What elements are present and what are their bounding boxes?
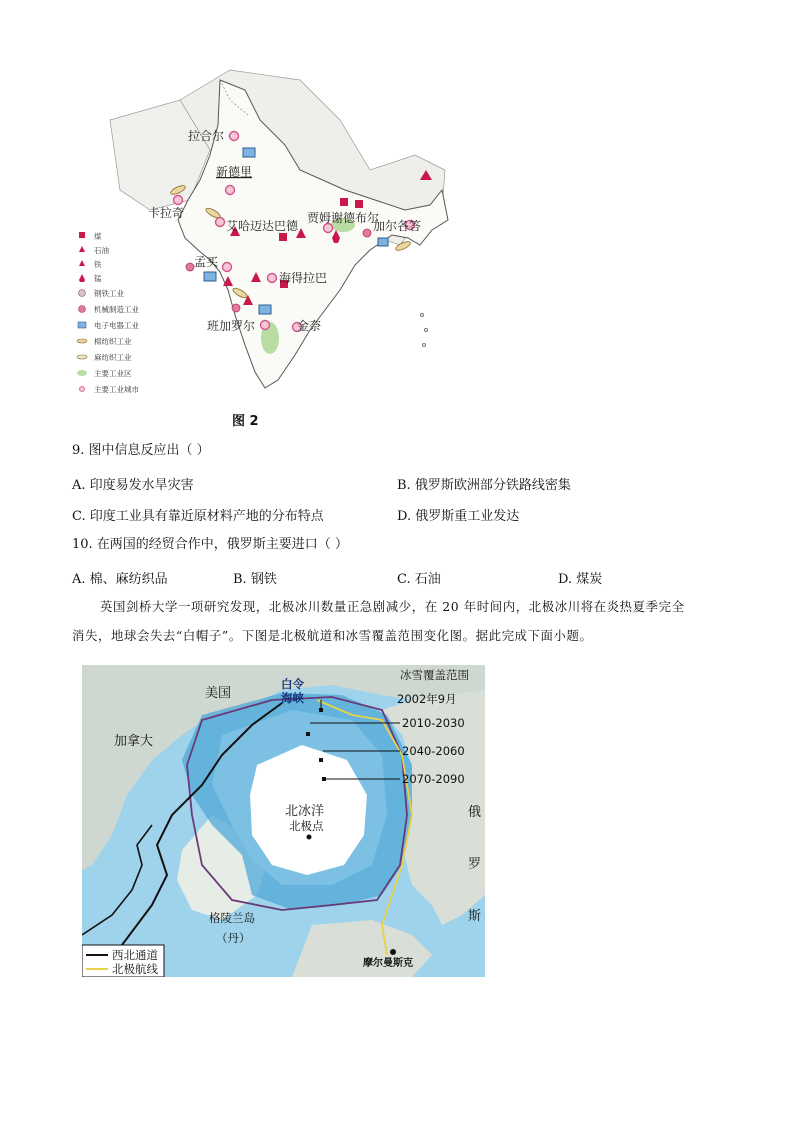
city-karachi: 卡拉奇 [148,206,185,220]
label-russia-2: 罗 [468,857,482,872]
label-usa: 美国 [205,686,232,701]
period-2010-2030: 2010-2030 [402,716,465,730]
label-arctic-ocean: 北冰洋 [285,804,325,819]
svg-text:电子电器工业: 电子电器工业 [94,321,139,330]
label-russia-3: 斯 [468,909,482,924]
city-chennai: 金奈 [297,319,322,333]
svg-text:主要工业城市: 主要工业城市 [94,385,139,394]
q9-stem: 9. 图中信息反应出（ ） [72,443,210,458]
label-bering-2: 海峡 [281,691,304,705]
svg-text:锰: 锰 [94,274,102,283]
city-hyderabad: 海得拉巴 [279,271,328,285]
city-jamshedpur: 贾姆谢德布尔 [307,211,380,225]
svg-text:铁: 铁 [94,260,102,269]
city-lahore: 拉合尔 [188,129,225,143]
q9-option-d: D. 俄罗斯重工业发达 [397,509,520,524]
q9-option-b: B. 俄罗斯欧洲部分铁路线密集 [397,478,571,493]
city-kolkata: 加尔各答 [373,219,422,233]
label-greenland: 格陵兰岛 [209,911,255,925]
svg-text:主要工业区: 主要工业区 [94,369,132,378]
label-north-pole: 北极点 [289,819,324,833]
arctic-route-map [82,665,485,977]
route-legend [82,945,164,977]
q10-option-d: D. 煤炭 [558,572,603,587]
q9-option-c: C. 印度工业具有靠近原材料产地的分布特点 [72,509,324,524]
city-mumbai: 孟买 [194,255,219,269]
coverage-title: 冰雪覆盖范围 [400,668,469,682]
label-murmansk: 摩尔曼斯克 [363,958,413,969]
q10-option-a: A. 棉、麻纺织品 [72,572,168,587]
q10-stem: 10. 在两国的经贸合作中，俄罗斯主要进口（ ） [72,537,348,552]
svg-text:煤: 煤 [94,232,102,241]
label-canada: 加拿大 [114,734,154,749]
label-bering-1: 白令 [281,677,304,691]
period-2070-2090: 2070-2090 [402,772,465,786]
svg-text:机械制造工业: 机械制造工业 [94,305,139,314]
period-2040-2060: 2040-2060 [402,744,465,758]
svg-text:钢铁工业: 钢铁工业 [94,289,124,298]
city-ahmedabad: 艾哈迈达巴德 [226,219,299,233]
svg-text:麻纺织工业: 麻纺织工业 [94,353,132,362]
svg-text:西北通道: 西北通道 [112,948,158,962]
india-industry-map [70,60,455,405]
label-russia-1: 俄 [468,805,482,820]
q10-option-c: C. 石油 [397,572,441,587]
svg-text:石油: 石油 [94,246,109,255]
figure-caption: 图 2 [232,414,259,429]
passage-line-1: 英国剑桥大学一项研究发现，北极冰川数量正急剧减少，在 20 年时间内，北极冰川将在炎热夏季完全 [100,599,685,614]
label-denmark: （丹） [216,931,251,945]
period-2002: 2002年9月 [397,692,457,706]
passage-line-2: 消失，地球会失去“白帽子”。下图是北极航道和冰雪覆盖范围变化图。据此完成下面小题。 [72,628,593,643]
city-bangalore: 班加罗尔 [207,319,256,333]
q9-option-a: A. 印度易发水旱灾害 [72,478,194,493]
svg-text:棉纺织工业: 棉纺织工业 [94,337,132,346]
q10-option-b: B. 钢铁 [233,572,277,587]
svg-text:北极航线: 北极航线 [112,962,158,976]
city-new-delhi: 新德里 [216,165,253,179]
